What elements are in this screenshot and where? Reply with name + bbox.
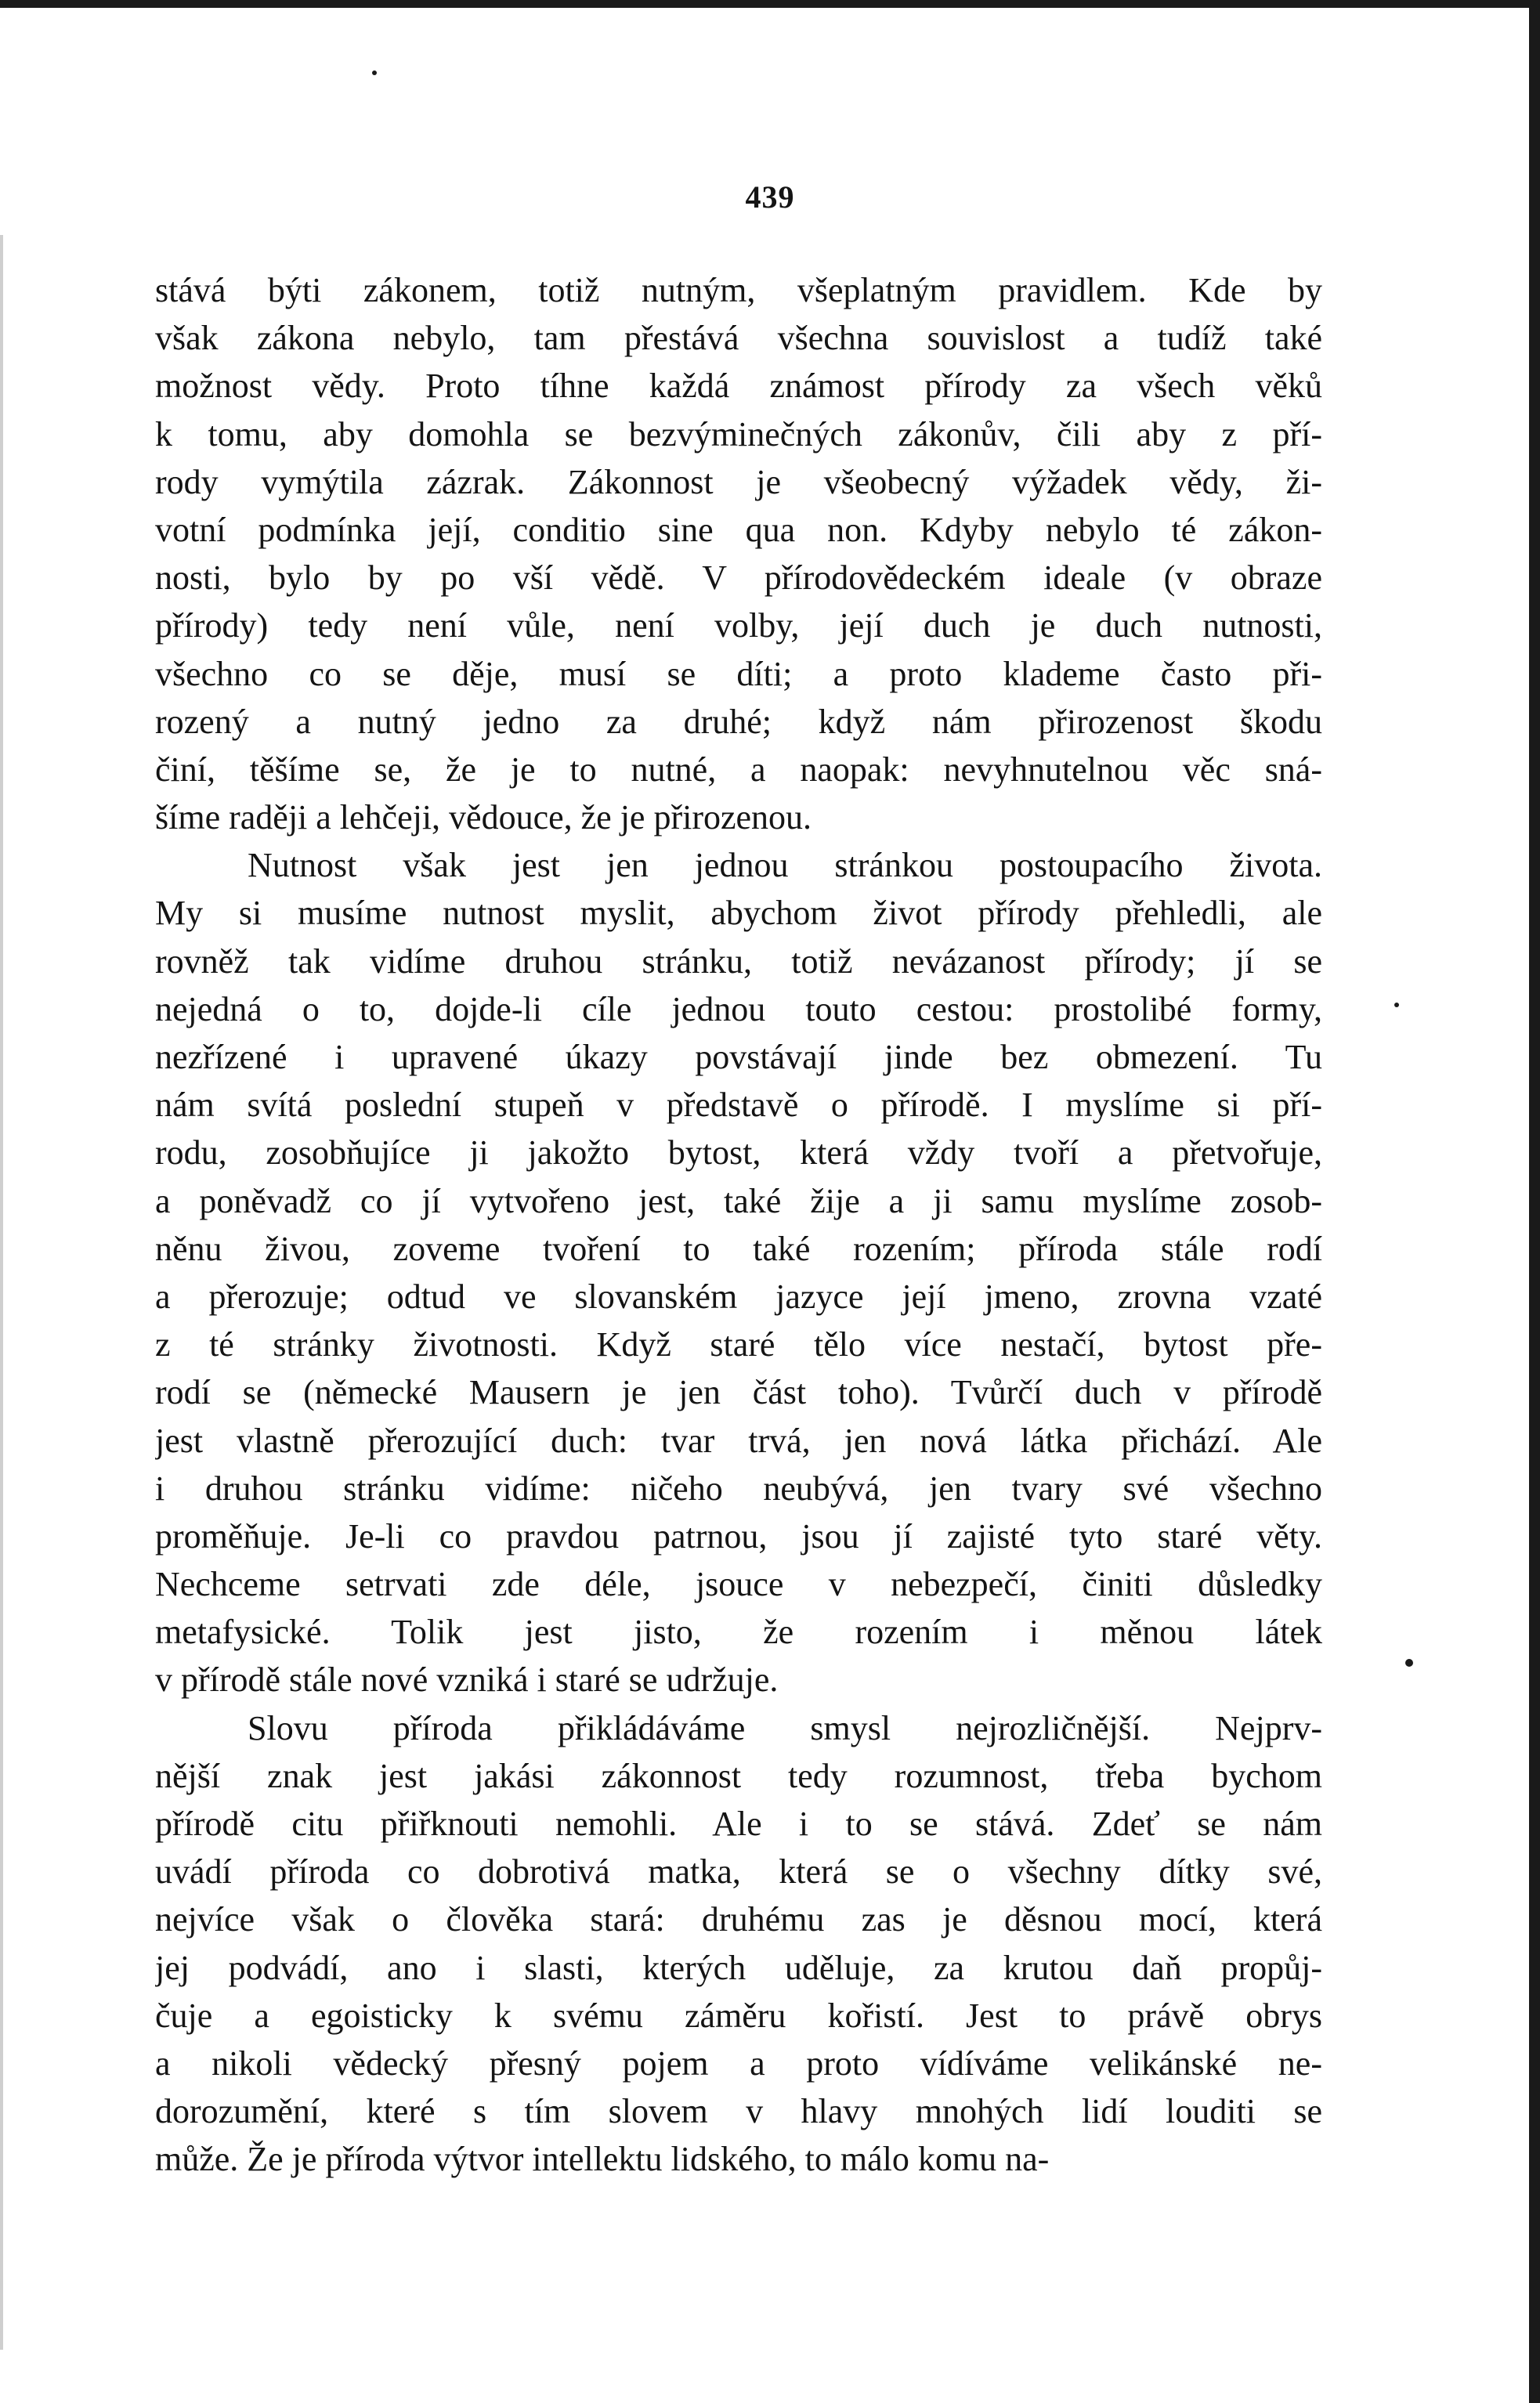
text-line: a nikoli vědecký přesný pojem a proto vídíváme velikánské ne- xyxy=(155,2043,1322,2083)
text-line: jest vlastně přerozující duch: tvar trvá, jen nová látka přichází. Ale xyxy=(155,1421,1322,1460)
text-line: dorozumění, které s tím slovem v hlavy mnohých lidí louditi se xyxy=(155,2092,1322,2131)
text-line: a poněvadž co jí vytvořeno jest, také žije a ji samu myslíme zosob- xyxy=(155,1181,1322,1220)
text-line: nosti, bylo by po vší vědě. V přírodovědeckém ideale (v obraze xyxy=(155,558,1322,598)
text-line: metafysické. Tolik jest jisto, že rozením i měnou látek xyxy=(155,1613,1322,1652)
text-line: však zákona nebylo, tam přestává všechna souvislost a tudíž také xyxy=(155,319,1322,358)
scan-border-top xyxy=(0,0,1540,8)
stray-ink-dot xyxy=(1394,1003,1399,1007)
text-line: nám svítá poslední stupeň v představě o přírodě. I myslíme si pří- xyxy=(155,1086,1322,1125)
text-line: i druhou stránku vidíme: ničeho neubývá, jen tvary své všechno xyxy=(155,1469,1322,1508)
body-text xyxy=(155,266,1322,2184)
paragraph-1 xyxy=(155,266,1322,841)
stray-ink-dot xyxy=(372,70,377,75)
text-line: všechno co se děje, musí se díti; a proto klademe často při- xyxy=(155,654,1322,693)
text-line: stává býti zákonem, totiž nutným, všeplatným pravidlem. Kde by xyxy=(155,271,1322,309)
text-line: k tomu, aby domohla se bezvýminečných zákonův, čili aby z pří- xyxy=(155,414,1322,453)
paragraph-2 xyxy=(155,841,1322,1704)
text-line: Nechceme setrvati zde déle, jsouce v nebezpečí, činiti důsledky xyxy=(155,1565,1322,1604)
text-line: nejvíce však o člověka stará: druhému zas je děsnou mocí, která xyxy=(155,1900,1322,1939)
page-number: 439 xyxy=(745,179,795,215)
text-line: jej podvádí, ano i slasti, kterých uděluje, za krutou daň propůj- xyxy=(155,1948,1322,1987)
text-line: v přírodě stále nové vzniká i staré se udržuje. xyxy=(155,1660,779,1700)
text-line: a přerozuje; odtud ve slovanském jazyce její jmeno, zrovna vzaté xyxy=(155,1277,1322,1316)
text-line: možnost vědy. Proto tíhne každá známost přírody za všech věků xyxy=(155,367,1322,406)
text-line: rovněž tak vidíme druhou stránku, totiž nevázanost přírody; jí se xyxy=(155,941,1322,981)
scan-border-right xyxy=(1529,0,1540,2403)
text-line: nější znak jest jakási zákonnost tedy rozumnost, třeba bychom xyxy=(155,1756,1322,1795)
text-line: Nutnost však jest jen jednou stránkou postoupacího života. xyxy=(248,846,1322,885)
text-line: My si musíme nutnost myslit, abychom život přírody přehledli, ale xyxy=(155,894,1322,933)
text-line: Slovu příroda přikládáváme smysl nejrozličnější. Nejprv- xyxy=(248,1708,1322,1747)
text-line: votní podmínka její, conditio sine qua non. Kdyby nebylo té zákon- xyxy=(155,510,1322,549)
text-line: nezřízené i upravené úkazy povstávají jinde bez obmezení. Tu xyxy=(155,1038,1322,1076)
text-line: rozený a nutný jedno za druhé; když nám přirozenost škodu xyxy=(155,702,1322,741)
text-line: rodu, zosobňujíce ji jakožto bytost, která vždy tvoří a přetvořuje, xyxy=(155,1133,1322,1173)
paragraph-3 xyxy=(155,1704,1322,2184)
text-line: přírody) tedy není vůle, není volby, její duch je duch nutnosti, xyxy=(155,606,1322,645)
stray-ink-dot xyxy=(1405,1659,1413,1667)
scan-border-left xyxy=(0,235,3,2350)
text-line: přírodě citu přiřknouti nemohli. Ale i to se stává. Zdeť se nám xyxy=(155,1805,1322,1843)
text-line: rody vymýtila zázrak. Zákonnost je všeobecný výžadek vědy, ži- xyxy=(155,462,1322,501)
text-line: může. Že je příroda výtvor intellektu lidského, to málo komu na- xyxy=(155,2140,1050,2179)
text-line: nejedná o to, dojde-li cíle jednou touto cestou: prostolibé formy, xyxy=(155,989,1322,1028)
text-line: šíme raději a lehčeji, vědouce, že je přirozenou. xyxy=(155,798,812,837)
text-line: rodí se (německé Mausern je jen část toho). Tvůrčí duch v přírodě xyxy=(155,1373,1322,1412)
text-line: uvádí příroda co dobrotivá matka, která se o všechny dítky své, xyxy=(155,1852,1322,1892)
text-line: proměňuje. Je-li co pravdou patrnou, jsou jí zajisté tyto staré věty. xyxy=(155,1516,1322,1556)
text-line: čuje a egoisticky k svému záměru kořistí. Jest to právě obrys xyxy=(155,1996,1322,2035)
text-line: činí, těšíme se, že je to nutné, a naopak: nevyhnutelnou věc sná- xyxy=(155,750,1322,789)
text-line: z té stránky životnosti. Když staré tělo více nestačí, bytost pře- xyxy=(155,1325,1322,1364)
text-line: něnu živou, zoveme tvoření to také rozením; příroda stále rodí xyxy=(155,1229,1322,1268)
